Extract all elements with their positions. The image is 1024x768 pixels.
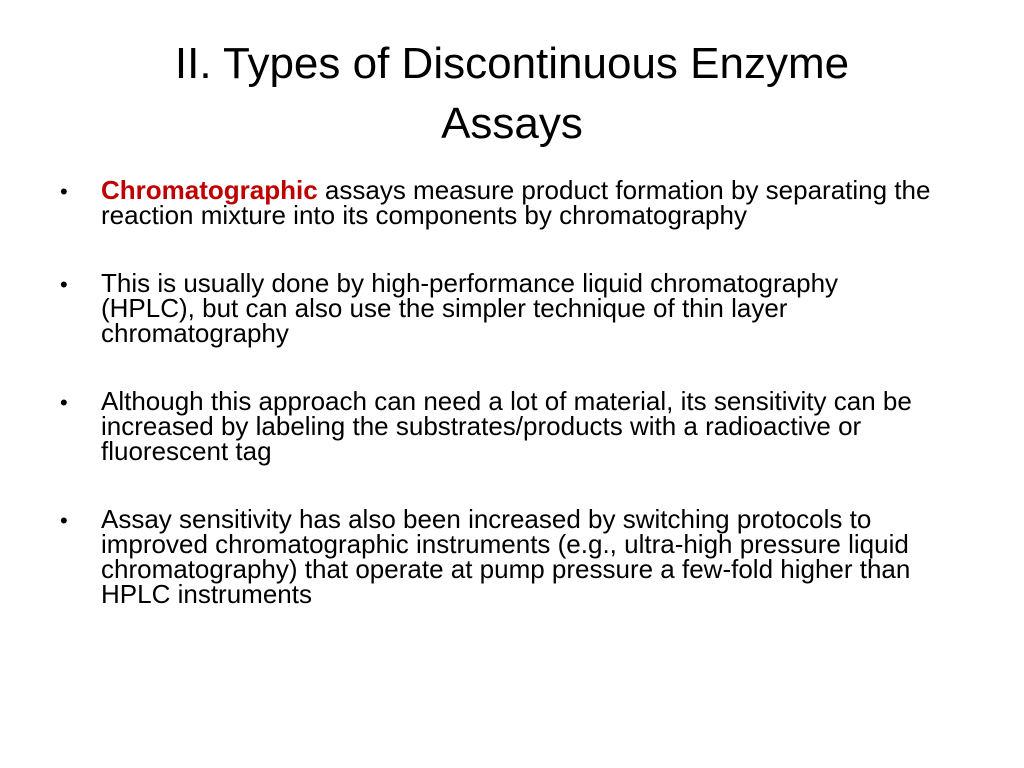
slide-title-line-1: II. Types of Discontinuous Enzyme: [174, 39, 850, 88]
bullet-marker: •: [60, 272, 68, 297]
bullet-item-1: [58, 175, 938, 230]
bullet-item-2: [58, 268, 938, 348]
slide-title: [60, 34, 964, 154]
bullet-marker: •: [60, 508, 68, 533]
bullet-item-4: [58, 504, 938, 609]
bullet-marker: •: [60, 390, 68, 415]
bullet-text: Although this approach can need a lot of material, its sensitivity can be increased by labeling the substrates/products with a radioactive or fluorescent tag: [101, 386, 912, 466]
bullet-text: This is usually done by high-performance liquid chromatography (HPLC), but can also use the simpler technique of thin layer chromatography: [101, 268, 839, 348]
bullet-highlight-term: Chromatographic: [101, 175, 318, 205]
bullet-marker: •: [60, 179, 68, 204]
bullet-text: Assay sensitivity has also been increased by switching protocols to improved chromatographic instruments (e.g., ultra-high pressure liquid chromatography) that operate at pump pressure a few-fold higher than HPLC instruments: [101, 504, 911, 609]
bullet-text: assays measure product formation by separating the reaction mixture into its components by chromatography: [101, 175, 931, 230]
bullet-list: [58, 175, 938, 650]
bullet-item-3: [58, 386, 938, 466]
slide-title-line-2: Assays: [441, 99, 583, 148]
